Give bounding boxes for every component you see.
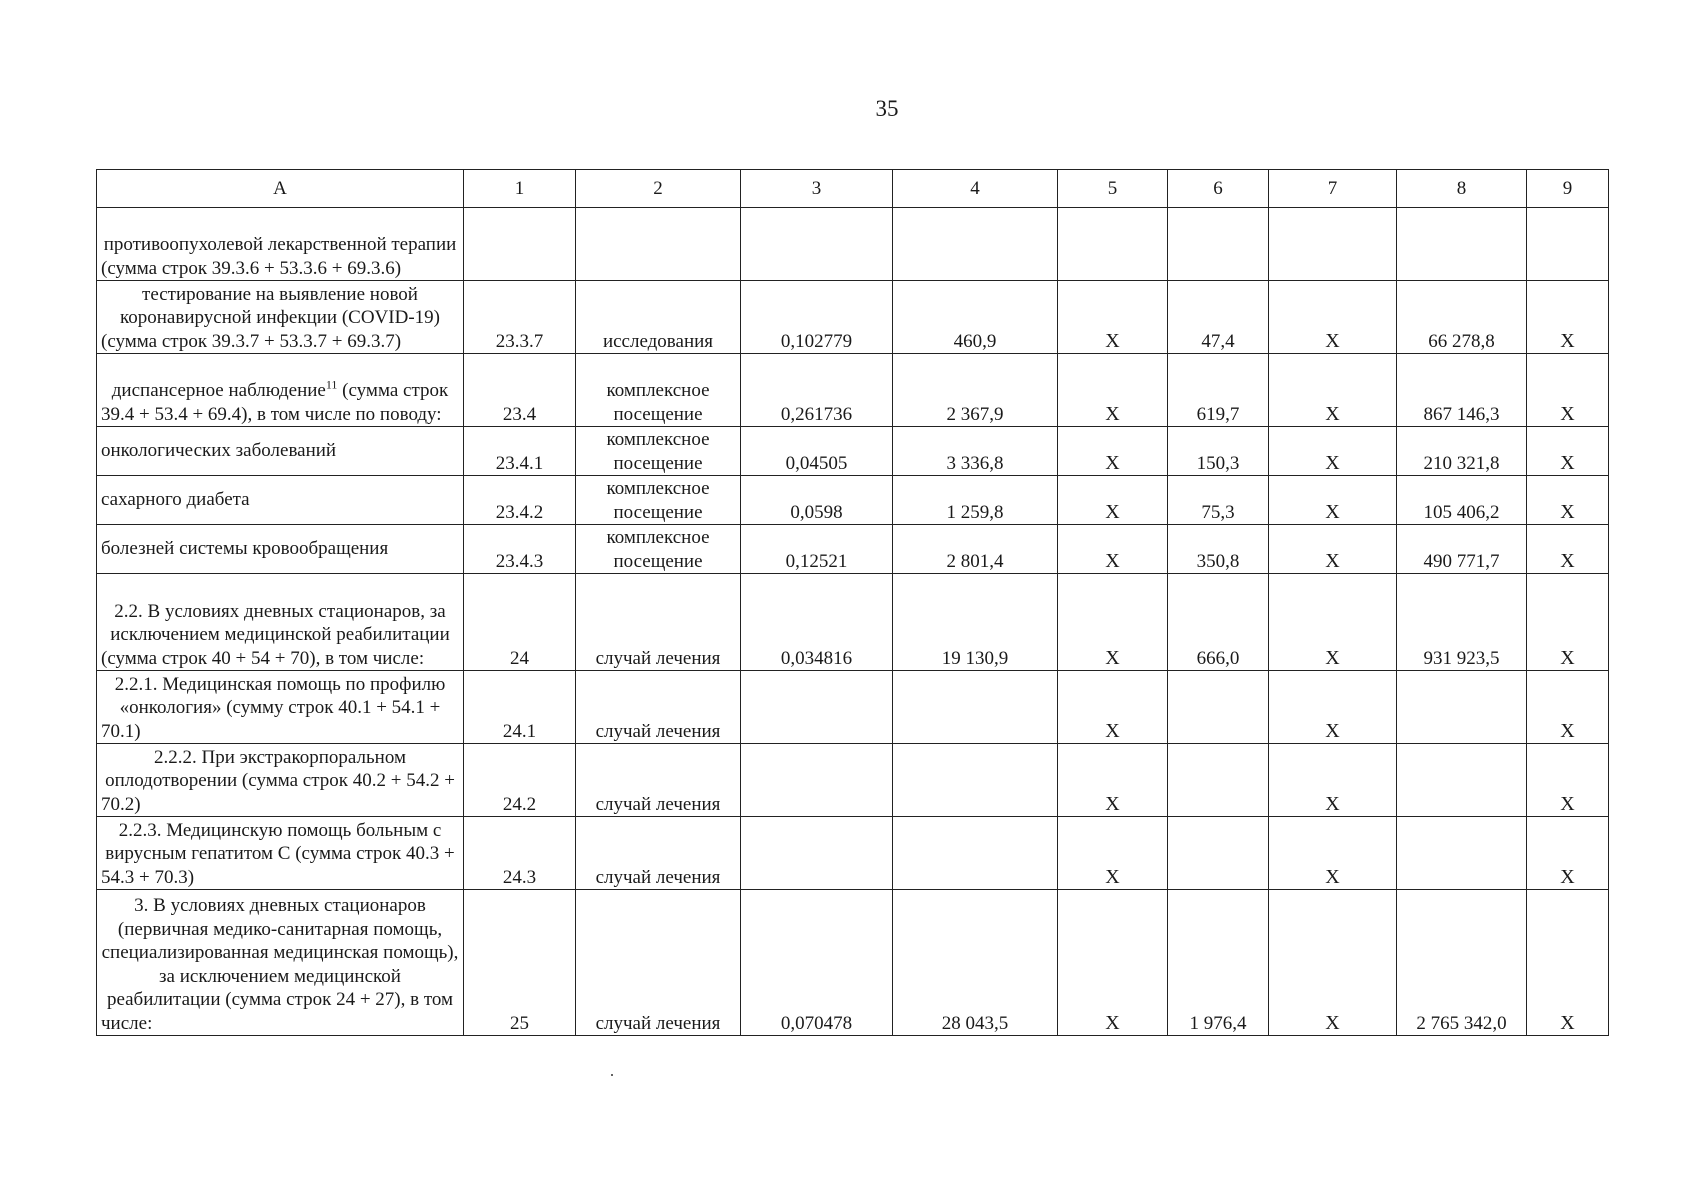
row-value-4: 3 336,8 [893, 427, 1058, 476]
row-value-5: X [1058, 525, 1168, 574]
row-value-8: 867 146,3 [1397, 354, 1527, 427]
row-value-7: X [1269, 281, 1397, 354]
table-row [97, 281, 1609, 354]
row-unit: случай лечения [576, 890, 741, 1036]
row-value-6 [1168, 671, 1269, 744]
row-unit: случай лечения [576, 574, 741, 671]
table-row [97, 574, 1609, 671]
row-value-8: 2 765 342,0 [1397, 890, 1527, 1036]
row-value-3 [741, 208, 893, 281]
row-value-7: X [1269, 671, 1397, 744]
row-value-4: 1 259,8 [893, 476, 1058, 525]
row-value-8: 490 771,7 [1397, 525, 1527, 574]
row-description: 2.2.3. Медицинскую помощь больным с вирусным гепатитом С (сумма строк 40.3 + 54.3 + 70.3) [97, 817, 464, 890]
row-value-4: 19 130,9 [893, 574, 1058, 671]
col-header-7: 7 [1269, 170, 1397, 208]
row-value-9: X [1527, 427, 1609, 476]
row-value-5: X [1058, 671, 1168, 744]
col-header-1: 1 [464, 170, 576, 208]
row-value-8: 66 278,8 [1397, 281, 1527, 354]
row-value-9: X [1527, 476, 1609, 525]
row-code [464, 208, 576, 281]
row-unit: комплексное посещение [576, 525, 741, 574]
row-value-6: 350,8 [1168, 525, 1269, 574]
row-value-7: X [1269, 525, 1397, 574]
row-value-3 [741, 817, 893, 890]
row-value-3: 0,0598 [741, 476, 893, 525]
row-description: болезней системы кровообращения [97, 525, 464, 574]
row-value-6 [1168, 208, 1269, 281]
col-header-5: 5 [1058, 170, 1168, 208]
row-unit [576, 208, 741, 281]
row-value-8 [1397, 671, 1527, 744]
row-value-5: X [1058, 281, 1168, 354]
table-row [97, 890, 1609, 1036]
row-description: противоопухолевой лекарственной терапии (сумма строк 39.3.6 + 53.3.6 + 69.3.6) [97, 208, 464, 281]
footnote-marker: 11 [325, 377, 338, 392]
row-value-7: X [1269, 476, 1397, 525]
row-value-4: 460,9 [893, 281, 1058, 354]
row-value-3: 0,034816 [741, 574, 893, 671]
col-header-8: 8 [1397, 170, 1527, 208]
row-value-3: 0,12521 [741, 525, 893, 574]
row-value-4 [893, 671, 1058, 744]
row-value-9: X [1527, 890, 1609, 1036]
row-value-7: X [1269, 817, 1397, 890]
row-value-9 [1527, 208, 1609, 281]
row-value-4 [893, 208, 1058, 281]
row-value-7: X [1269, 354, 1397, 427]
row-value-6: 666,0 [1168, 574, 1269, 671]
row-value-5: X [1058, 817, 1168, 890]
row-value-9: X [1527, 281, 1609, 354]
row-value-3: 0,04505 [741, 427, 893, 476]
col-header-4: 4 [893, 170, 1058, 208]
row-unit: случай лечения [576, 744, 741, 817]
row-value-3: 0,261736 [741, 354, 893, 427]
table-row [97, 476, 1609, 525]
row-code: 23.4.3 [464, 525, 576, 574]
page-number: 35 [875, 96, 899, 121]
row-value-9: X [1527, 574, 1609, 671]
row-code: 23.4.1 [464, 427, 576, 476]
col-header-2: 2 [576, 170, 741, 208]
row-value-5: X [1058, 354, 1168, 427]
table-row [97, 208, 1609, 281]
row-unit: случай лечения [576, 671, 741, 744]
row-value-7: X [1269, 744, 1397, 817]
row-value-9: X [1527, 354, 1609, 427]
row-value-4 [893, 744, 1058, 817]
row-value-5: X [1058, 427, 1168, 476]
row-description: сахарного диабета [97, 476, 464, 525]
header-row [97, 170, 1609, 208]
row-value-8 [1397, 744, 1527, 817]
row-description: 2.2.2. При экстракорпоральном оплодотворении (сумма строк 40.2 + 54.2 + 70.2) [97, 744, 464, 817]
row-value-8: 931 923,5 [1397, 574, 1527, 671]
col-header-6: 6 [1168, 170, 1269, 208]
row-value-9: X [1527, 671, 1609, 744]
row-code: 23.4 [464, 354, 576, 427]
row-value-7: X [1269, 427, 1397, 476]
row-unit: случай лечения [576, 817, 741, 890]
row-code: 25 [464, 890, 576, 1036]
row-value-6: 1 976,4 [1168, 890, 1269, 1036]
table-row [97, 427, 1609, 476]
row-code: 24.3 [464, 817, 576, 890]
table-row [97, 744, 1609, 817]
row-value-6: 150,3 [1168, 427, 1269, 476]
row-unit: комплексное посещение [576, 476, 741, 525]
row-unit: исследования [576, 281, 741, 354]
row-code: 23.4.2 [464, 476, 576, 525]
row-value-5: X [1058, 476, 1168, 525]
row-description: 2.2. В условиях дневных стационаров, за исключением медицинской реабилитации (сумма строк 40 + 54 + 70), в том числе: [97, 574, 464, 671]
row-value-6: 47,4 [1168, 281, 1269, 354]
row-value-3: 0,070478 [741, 890, 893, 1036]
row-value-3 [741, 744, 893, 817]
table-row [97, 671, 1609, 744]
row-code: 24.1 [464, 671, 576, 744]
table-row [97, 817, 1609, 890]
data-table [96, 169, 1609, 1036]
row-value-5: X [1058, 744, 1168, 817]
row-unit: комплексное посещение [576, 354, 741, 427]
row-code: 24 [464, 574, 576, 671]
row-value-8 [1397, 208, 1527, 281]
row-code: 24.2 [464, 744, 576, 817]
row-value-8 [1397, 817, 1527, 890]
row-value-4: 28 043,5 [893, 890, 1058, 1036]
scan-speck [611, 1074, 613, 1076]
row-value-9: X [1527, 744, 1609, 817]
row-value-7: X [1269, 890, 1397, 1036]
row-description: 2.2.1. Медицинская помощь по профилю «онкология» (сумму строк 40.1 + 54.1 + 70.1) [97, 671, 464, 744]
row-value-5 [1058, 208, 1168, 281]
row-description: онкологических заболеваний [97, 427, 464, 476]
row-value-4: 2 367,9 [893, 354, 1058, 427]
row-value-6 [1168, 817, 1269, 890]
row-description-tail: (сумма строк 39.4 + 53.4 + 69.4), в том числе по поводу: [101, 380, 449, 425]
row-value-6 [1168, 744, 1269, 817]
table-row [97, 354, 1609, 427]
col-header-9: 9 [1527, 170, 1609, 208]
row-value-5: X [1058, 890, 1168, 1036]
row-unit: комплексное посещение [576, 427, 741, 476]
col-header-a: А [97, 170, 464, 208]
row-value-3 [741, 671, 893, 744]
row-value-5: X [1058, 574, 1168, 671]
row-description: 3. В условиях дневных стационаров (первичная медико-санитарная помощь, специализированная медицинская помощь), за исключением медицинской реабилитации (сумма строк 24 + 27), в том числе: [97, 890, 464, 1036]
row-description-text: диспансерное наблюдение [111, 380, 326, 401]
row-value-8: 210 321,8 [1397, 427, 1527, 476]
row-value-9: X [1527, 817, 1609, 890]
row-value-4: 2 801,4 [893, 525, 1058, 574]
row-value-8: 105 406,2 [1397, 476, 1527, 525]
row-value-7 [1269, 208, 1397, 281]
table-row [97, 525, 1609, 574]
row-value-9: X [1527, 525, 1609, 574]
row-description [97, 354, 464, 427]
row-value-4 [893, 817, 1058, 890]
row-description: тестирование на выявление новой коронавирусной инфекции (COVID-19) (сумма строк 39.3.7 + 53.3.7 + 69.3.7) [97, 281, 464, 354]
col-header-3: 3 [741, 170, 893, 208]
row-value-7: X [1269, 574, 1397, 671]
row-code: 23.3.7 [464, 281, 576, 354]
row-value-6: 75,3 [1168, 476, 1269, 525]
row-value-3: 0,102779 [741, 281, 893, 354]
row-value-6: 619,7 [1168, 354, 1269, 427]
